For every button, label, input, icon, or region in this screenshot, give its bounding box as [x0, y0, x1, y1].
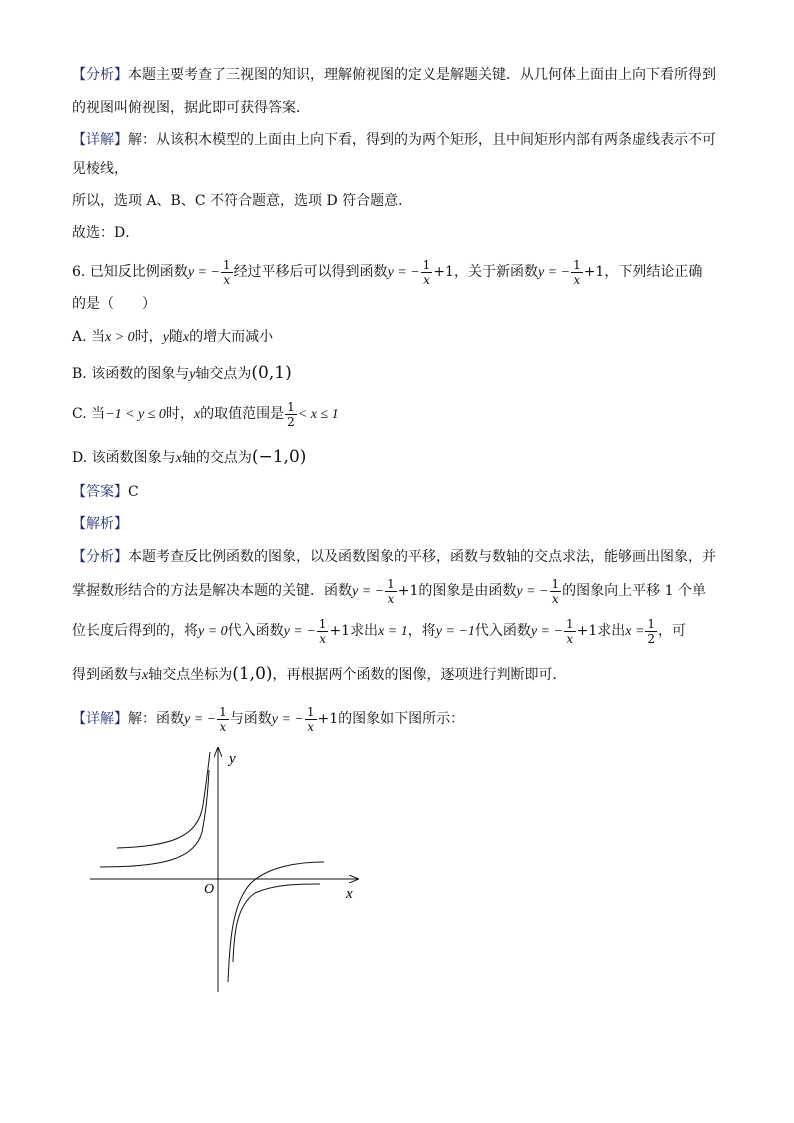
option-c — [72, 397, 339, 432]
analysis-text-3a: 位长度后得到的，将 — [72, 623, 198, 639]
curve-original-right-branch — [233, 884, 320, 962]
option-d — [72, 446, 306, 470]
analysis-func-a: y = − — [352, 584, 385, 599]
curve-shifted-left-branch — [117, 752, 210, 848]
analysis-text-3g: ，可 — [658, 623, 687, 639]
analysis-point: (1,0) — [232, 664, 273, 684]
detail-prev-tag: 【详解】 — [72, 132, 128, 148]
question-frac-3: $\frac{1}{x}$ — [573, 257, 581, 287]
option-d-x: x — [175, 451, 182, 466]
answer-tag: 【答案】 — [72, 484, 128, 500]
question-text-d: ，下列结论正确 — [604, 264, 703, 280]
analysis-text-4b: 轴交点坐标为 — [148, 667, 233, 683]
option-b-text-1: 该函数的图象与 — [91, 366, 190, 382]
detail-plus-b: +1 — [317, 711, 339, 727]
analysis-frac-half: $\frac{1}{2}$ — [647, 616, 656, 646]
analysis-x: x — [142, 668, 149, 683]
option-a-y: y — [162, 330, 169, 345]
question-text-b: 经过平移后可以得到函数 — [233, 264, 388, 280]
analysis-plus-a: +1 — [397, 583, 419, 599]
curve-original-left-branch — [100, 770, 209, 867]
analysis-text-4a: 得到函数与 — [72, 667, 142, 683]
analysis-prev-text-1: 本题主要考查了三视图的知识，理解俯视图的定义是解题关键．从几何体上面由上向下看所得到 — [128, 67, 716, 83]
analysis-text-3e: 代入函数 — [474, 623, 531, 639]
detail-prev-text-3: 所以，选项 A、B、C 不符合题意，选项 D 符合题意． — [72, 193, 413, 209]
analysis-line-3 — [72, 614, 686, 649]
detail-text-1a: 解：函数 — [128, 711, 184, 727]
analysis-math-xeq: x = — [625, 624, 645, 639]
curve-shifted-right-branch — [228, 862, 324, 982]
question-text-e: 的是（ ） — [72, 296, 156, 312]
option-d-label: D. — [72, 450, 88, 466]
question-line-2 — [72, 293, 156, 315]
question-text-c: ，关于新函数 — [453, 264, 538, 280]
option-b-point: (0,1) — [251, 363, 292, 383]
option-c-frac: $\frac{1}{2}$ — [287, 399, 295, 429]
option-a-text-1: 当 — [91, 329, 106, 345]
detail-prev-text-1: 解：从该积木模型的上面由上向下看，得到的为两个矩形，且中间矩形内部有两条虚线表示不可 — [128, 132, 716, 148]
option-c-x: x — [193, 407, 201, 422]
detail-prev-line-4 — [72, 222, 139, 244]
answer-line — [72, 481, 139, 503]
detail-frac-b: $\frac{1}{x}$ — [306, 704, 315, 734]
analysis-math-x1: x = 1 — [378, 624, 408, 639]
analysis-text-4c: ，再根据两个函数的图像，逐项进行判断即可． — [272, 667, 567, 683]
option-c-label: C. — [72, 406, 87, 422]
analysis-text-3b: 代入函数 — [227, 623, 284, 639]
detail-func-b: y = − — [271, 712, 304, 727]
detail-func-a: y = − — [184, 712, 217, 727]
option-d-text-2: 轴的交点为 — [181, 450, 252, 466]
question-line-1 — [72, 255, 702, 290]
x-axis-label: x — [346, 886, 353, 902]
analysis-text-1: 本题考查反比例函数的图象，以及函数图象的平移，函数与数轴的交点求法，能够画出图象，并 — [128, 549, 716, 565]
question-text-a: 已知反比例函数 — [89, 264, 188, 280]
jiexi-line — [72, 513, 128, 535]
answer-value: C — [128, 484, 139, 500]
analysis-math-y0: y = 0 — [198, 624, 228, 639]
analysis-line-1 — [72, 546, 716, 568]
option-b-text-2: 轴交点为 — [195, 366, 252, 382]
y-axis-label: y — [229, 751, 236, 767]
detail-line-1 — [72, 702, 464, 737]
option-c-math-2: < x ≤ 1 — [297, 407, 339, 422]
option-d-text-1: 该函数图象与 — [91, 450, 176, 466]
question-frac-1: $\frac{1}{x}$ — [222, 257, 231, 287]
analysis-text-3c: 求出 — [350, 623, 379, 639]
analysis-frac-a: $\frac{1}{x}$ — [387, 576, 395, 606]
option-a-text-4: 的增大而减小 — [189, 329, 274, 345]
analysis-prev-line-1 — [72, 64, 716, 86]
option-c-text-1: 当 — [91, 406, 106, 422]
analysis-text-2a: 掌握数形结合的方法是解决本题的关键．函数 — [72, 583, 352, 599]
detail-text-1c: 的图象如下图所示： — [338, 711, 465, 727]
detail-prev-text-4: 故选：D． — [72, 225, 140, 241]
jiexi-tag: 【解析】 — [72, 516, 128, 532]
question-func-1: y = − — [187, 265, 220, 280]
question-func-3: y = − — [537, 265, 571, 280]
analysis-text-3f: 求出 — [597, 623, 626, 639]
question-plus-1: +1 — [433, 264, 454, 280]
option-c-math: −1 < y ≤ 0 — [105, 407, 166, 422]
analysis-func-b: y = − — [516, 584, 549, 599]
question-number: 6. — [72, 264, 86, 280]
analysis-math-ym1: y = −1 — [435, 624, 475, 639]
detail-text-1b: 与函数 — [229, 711, 272, 727]
analysis-tag: 【分析】 — [72, 549, 128, 565]
option-c-text-3: 的取值范围是 — [200, 406, 285, 422]
option-a — [72, 326, 273, 349]
analysis-prev-tag: 【分析】 — [72, 67, 128, 83]
option-a-x: x — [182, 330, 190, 345]
option-a-math: x > 0 — [105, 330, 135, 345]
option-a-text-3: 随 — [168, 329, 183, 345]
analysis-func-c: y = − — [283, 624, 316, 639]
question-frac-2: $\frac{1}{x}$ — [422, 257, 431, 287]
analysis-text-3d: ，将 — [407, 623, 436, 639]
detail-tag: 【详解】 — [72, 711, 128, 727]
analysis-prev-line-2 — [72, 97, 310, 119]
detail-prev-line-3 — [72, 190, 412, 212]
analysis-line-4 — [72, 663, 567, 687]
analysis-frac-c: $\frac{1}{x}$ — [318, 616, 327, 646]
option-a-text-2: 时， — [134, 329, 163, 345]
analysis-plus-c: +1 — [329, 623, 351, 639]
analysis-frac-d: $\frac{1}{x}$ — [565, 616, 574, 646]
analysis-frac-b: $\frac{1}{x}$ — [551, 576, 560, 606]
origin-label: O — [204, 882, 215, 897]
option-b-label: B. — [72, 366, 87, 382]
analysis-prev-text-2: 的视图叫俯视图，据此即可获得答案． — [72, 100, 310, 116]
option-d-point: (−1,0) — [251, 447, 307, 467]
detail-prev-line-2 — [72, 158, 128, 180]
analysis-text-2c: 的图象向上平移 1 个单 — [562, 583, 706, 599]
analysis-func-d: y = − — [530, 624, 563, 639]
detail-prev-line-1 — [72, 129, 716, 151]
detail-prev-text-2: 见棱线， — [72, 161, 128, 177]
analysis-plus-d: +1 — [576, 623, 598, 639]
analysis-text-2b: 的图象是由函数 — [418, 583, 517, 599]
question-func-2: y = − — [387, 265, 420, 280]
option-b-y: y — [189, 367, 196, 382]
option-c-text-2: 时， — [165, 406, 194, 422]
question-plus-2: +1 — [583, 264, 605, 280]
analysis-line-2 — [72, 574, 706, 609]
detail-frac-a: $\frac{1}{x}$ — [219, 704, 227, 734]
option-b — [72, 362, 292, 386]
option-a-label: A. — [72, 329, 87, 345]
